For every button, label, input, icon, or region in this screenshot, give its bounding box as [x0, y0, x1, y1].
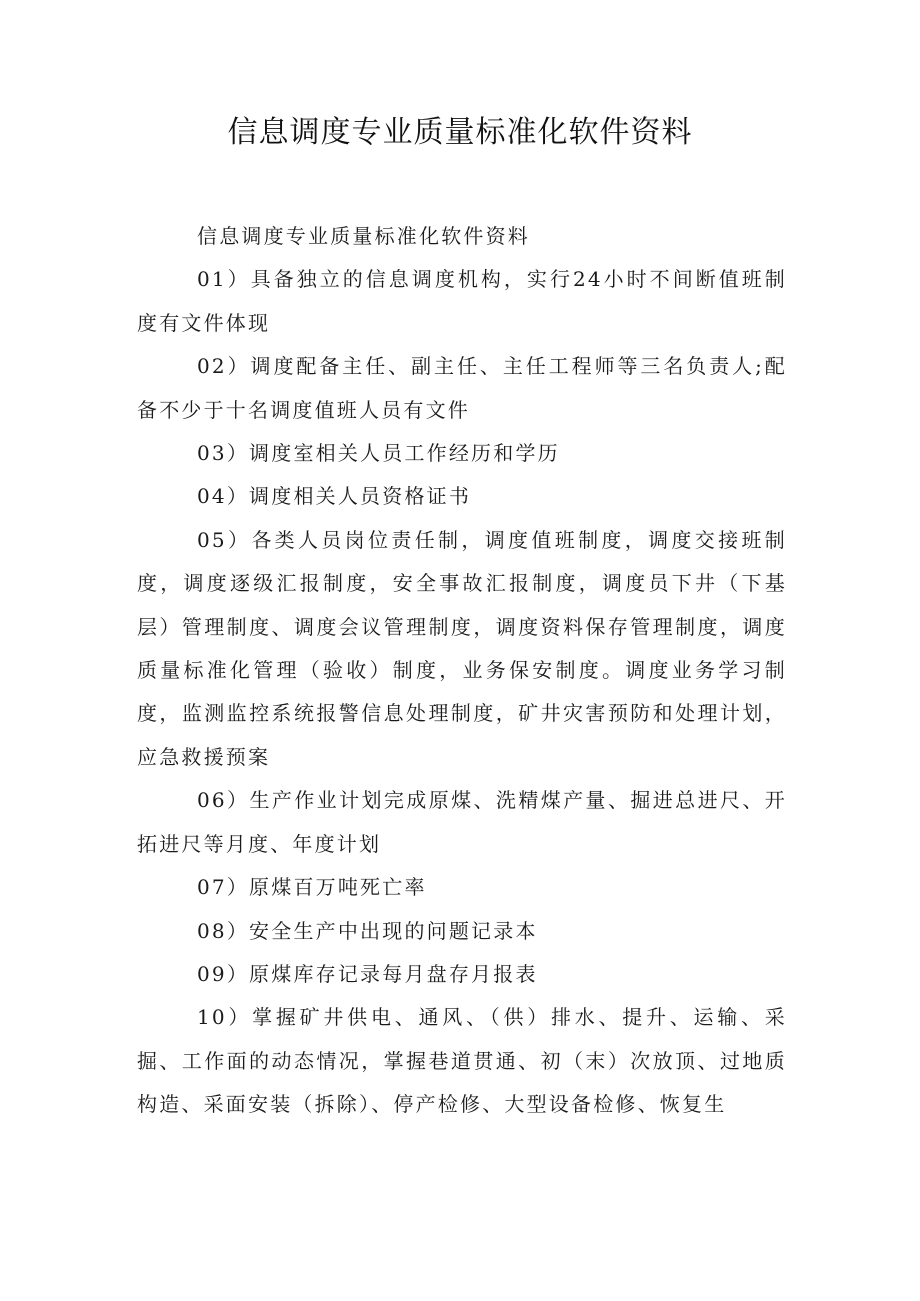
paragraph-heading: 信息调度专业质量标准化软件资料 — [197, 224, 530, 248]
document-body — [137, 215, 787, 1127]
paragraph-item-05: 05）各类人员岗位责任制，调度值班制度，调度交接班制度，调度逐级汇报制度，安全事故汇报制度，调度员下井（下基层）管理制度、调度会议管理制度，调度资料保存管理制度，调度质量标准化管理（验收）制度，业务保安制度。调度业务学习制度，监测监控系统报警信息处理制度，矿井灾害预防和处理计划，应急救援预案 — [137, 527, 787, 769]
paragraph-item-08: 08）安全生产中出现的问题记录本 — [197, 918, 538, 943]
paragraph-item-01: 01）具备独立的信息调度机构，实行24小时不间断值班制度有文件体现 — [137, 267, 787, 335]
paragraph-item-07: 07）原煤百万吨死亡率 — [197, 875, 427, 900]
paragraph-item-02: 02）调度配备主任、副主任、主任工程师等三名负责人;配备不少于十名调度值班人员有文件 — [137, 354, 787, 422]
paragraph-item-10: 10）掌握矿井供电、通风、（供）排水、提升、运输、采掘、工作面的动态情况，掌握巷道贯通、初（末）次放顶、过地质构造、采面安装（拆除）、停产检修、大型设备检修、恢复生 — [137, 1005, 787, 1117]
paragraph-item-06: 06）生产作业计划完成原煤、洗精煤产量、掘进总进尺、开拓进尺等月度、年度计划 — [137, 788, 787, 856]
paragraph-item-09: 09）原煤库存记录每月盘存月报表 — [197, 961, 538, 986]
paragraph-item-03: 03）调度室相关人员工作经历和学历 — [197, 441, 560, 466]
paragraph-item-04: 04）调度相关人员资格证书 — [197, 484, 472, 509]
document-title: 信息调度专业质量标准化软件资料 — [227, 115, 693, 150]
